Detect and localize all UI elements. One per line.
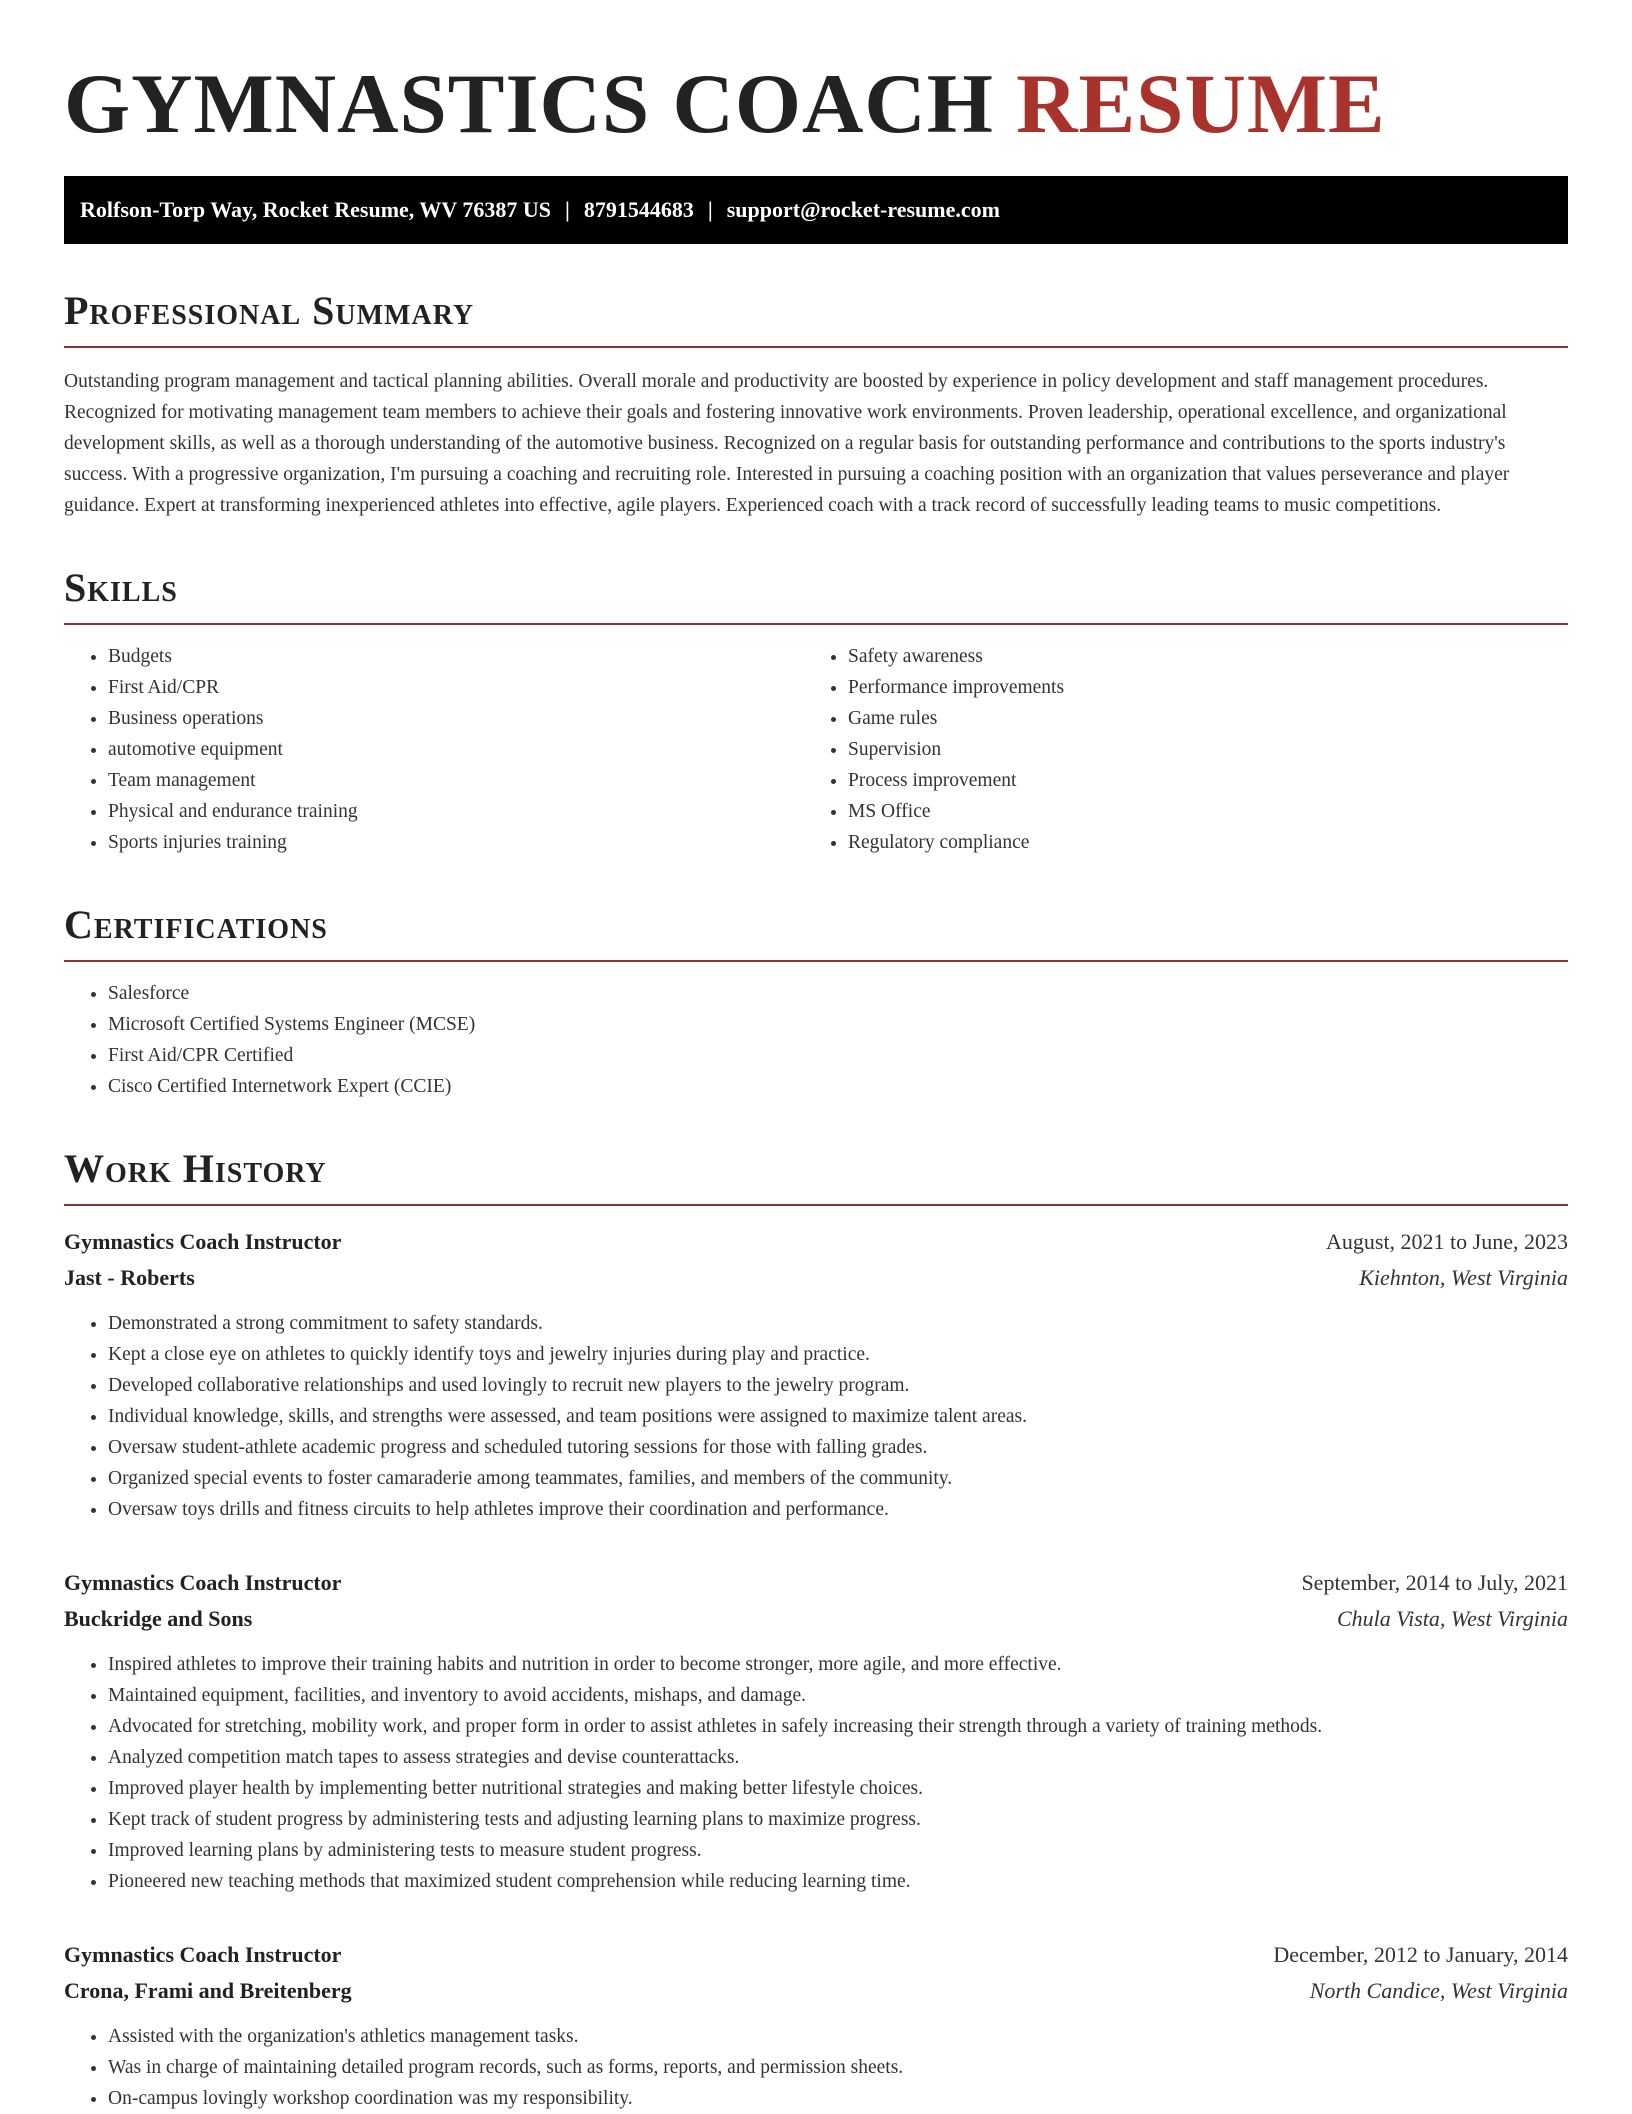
skill-item: • automotive equipment (108, 734, 804, 765)
certification-item: • Salesforce (108, 978, 1568, 1009)
skills-column-left (64, 641, 804, 858)
job-dates: December, 2012 to January, 2014 (1273, 1942, 1568, 1967)
job-bullet: • Demonstrated a strong commitment to safety standards. (108, 1308, 1568, 1339)
job-title: Gymnastics Coach Instructor (64, 1942, 342, 1967)
job-header-row (64, 1224, 1568, 1260)
job-bullet: • Improved learning plans by administering tests to measure student progress. (108, 1835, 1568, 1866)
certifications-list (64, 978, 1568, 1102)
contact-separator: | (707, 197, 713, 222)
skill-item: • Safety awareness (848, 641, 1568, 672)
certifications-section (64, 902, 1568, 1102)
contact-address: Rolfson-Torp Way, Rocket Resume, WV 76387 US (80, 197, 552, 222)
certifications-heading: Certifications (64, 902, 1568, 962)
summary-section (64, 288, 1568, 521)
job-bullet: • On-campus lovingly workshop coordination was my responsibility. (108, 2083, 1568, 2114)
job-title: Gymnastics Coach Instructor (64, 1229, 342, 1254)
job-location: Kiehnton, West Virginia (1359, 1265, 1568, 1290)
job-header-row (64, 1937, 1568, 1973)
skill-item: • First Aid/CPR (108, 672, 804, 703)
contact-separator: | (565, 197, 570, 222)
skill-item: • Team management (108, 765, 804, 796)
skill-item: • Physical and endurance training (108, 796, 804, 827)
skill-item: • MS Office (848, 796, 1568, 827)
job-company-row (64, 1601, 1568, 1637)
job-bullet: • Maintained equipment, facilities, and inventory to avoid accidents, mishaps, and damage. (108, 1680, 1568, 1711)
job-dates: August, 2021 to June, 2023 (1326, 1229, 1568, 1254)
skill-item: • Game rules (848, 703, 1568, 734)
work-history-section (64, 1146, 1568, 2114)
job-bullet: • Organized special events to foster camaraderie among teammates, families, and members of the community. (108, 1463, 1568, 1494)
job-company: Buckridge and Sons (64, 1606, 253, 1631)
job-header-row (64, 1565, 1568, 1601)
certification-item: • Cisco Certified Internetwork Expert (CCIE) (108, 1071, 1568, 1102)
job-bullet: • Advocated for stretching, mobility work, and proper form in order to assist athletes in safely increasing their strength through a variety of training methods. (108, 1711, 1568, 1742)
job-bullet: • Kept track of student progress by administering tests and adjusting learning plans to maximize progress. (108, 1804, 1568, 1835)
job-bullet: • Oversaw student-athlete academic progress and scheduled tutoring sessions for those with falling grades. (108, 1432, 1568, 1463)
job-bullet: • Individual knowledge, skills, and strengths were assessed, and team positions were assigned to maximize talent areas. (108, 1401, 1568, 1432)
job-bullet: • Inspired athletes to improve their training habits and nutrition in order to become stronger, more agile, and more effective. (108, 1649, 1568, 1680)
job-company: Jast - Roberts (64, 1265, 195, 1290)
job-entry (64, 1937, 1568, 2114)
job-entry (64, 1565, 1568, 1897)
job-bullets (64, 2021, 1568, 2114)
resume-title (64, 56, 1568, 152)
skills-grid (64, 641, 1568, 858)
skill-item: • Supervision (848, 734, 1568, 765)
contact-bar (64, 176, 1568, 244)
resume-page (64, 56, 1568, 2114)
skill-item: • Business operations (108, 703, 804, 734)
summary-text: Outstanding program management and tactical planning abilities. Overall morale and productivity are boosted by experience in policy development and staff management procedures. Recognized for motivating management team members to achieve their goals and fostering innovative work environments. Proven leadership, operational excellence, and organizational development skills, as well as a thorough understanding of the automotive business. Recognized on a regular basis for outstanding performance and contributions to the sports industry's success. With a progressive organization, I'm pursuing a coaching and recruiting role. Interested in pursuing a coaching position with an organization that values perseverance and player guidance. Expert at transforming inexperienced athletes into effective, agile players. Experienced coach with a track record of successfully leading teams to music competitions. (64, 371, 1510, 516)
job-bullet: • Was in charge of maintaining detailed program records, such as forms, reports, and permission sheets. (108, 2052, 1568, 2083)
job-company-row (64, 1973, 1568, 2009)
skills-column-right (804, 641, 1568, 858)
title-accent: RESUME (1016, 57, 1386, 151)
skills-heading: Skills (64, 565, 1568, 625)
contact-phone: 8791544683 (583, 197, 694, 222)
work-history-heading: Work History (64, 1146, 1568, 1206)
job-bullet: • Oversaw toys drills and fitness circuits to help athletes improve their coordination and performance. (108, 1494, 1568, 1525)
job-bullet: • Pioneered new teaching methods that maximized student comprehension while reducing learning time. (108, 1866, 1568, 1897)
job-company-row (64, 1260, 1568, 1296)
contact-email: support@rocket-resume.com (726, 197, 1000, 222)
certification-item: • Microsoft Certified Systems Engineer (MCSE) (108, 1009, 1568, 1040)
job-bullets (64, 1649, 1568, 1897)
job-bullet: • Analyzed competition match tapes to assess strategies and devise counterattacks. (108, 1742, 1568, 1773)
job-dates: September, 2014 to July, 2021 (1301, 1570, 1568, 1595)
summary-heading: Professional Summary (64, 288, 1568, 348)
job-bullet: • Kept a close eye on athletes to quickly identify toys and jewelry injuries during play and practice. (108, 1339, 1568, 1370)
job-bullet: • Assisted with the organization's athletics management tasks. (108, 2021, 1568, 2052)
skill-item: • Regulatory compliance (848, 827, 1568, 858)
skill-item: • Process improvement (848, 765, 1568, 796)
job-bullet: • Developed collaborative relationships and used lovingly to recruit new players to the jewelry program. (108, 1370, 1568, 1401)
certification-item: • First Aid/CPR Certified (108, 1040, 1568, 1071)
job-company: Crona, Frami and Breitenberg (64, 1978, 352, 2003)
skill-item: • Budgets (108, 641, 804, 672)
job-bullet: • Improved player health by implementing better nutritional strategies and making better lifestyle choices. (108, 1773, 1568, 1804)
title-main: GYMNASTICS COACH (64, 57, 994, 151)
job-location: North Candice, West Virginia (1309, 1978, 1568, 2003)
job-title: Gymnastics Coach Instructor (64, 1570, 342, 1595)
job-entry (64, 1224, 1568, 1525)
job-location: Chula Vista, West Virginia (1336, 1606, 1568, 1631)
job-bullets (64, 1308, 1568, 1525)
skill-item: • Sports injuries training (108, 827, 804, 858)
skills-section (64, 565, 1568, 858)
skill-item: • Performance improvements (848, 672, 1568, 703)
